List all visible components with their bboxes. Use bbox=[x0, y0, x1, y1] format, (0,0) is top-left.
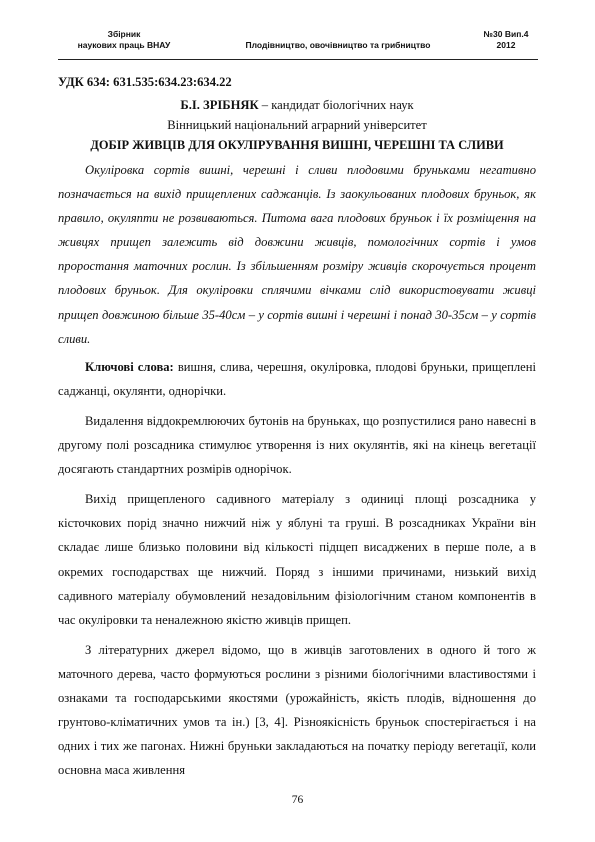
issue-year: 2012 bbox=[496, 40, 516, 50]
author-line bbox=[58, 95, 536, 116]
body-paragraph-1: Видалення віддокремлюючих бутонів на бруньках, що розпустилися рано навесні в другому полі розсадника стимулює утворення із них окулянтів, які на кінець вегетації досягають стандартних розмірів однорічок. bbox=[58, 413, 536, 477]
author-name: Б.І. ЗРІБНЯК bbox=[180, 98, 259, 112]
series-title: Плодівництво, овочівництво та грибництво bbox=[245, 40, 431, 50]
journal-line-2: наукових праць ВНАУ bbox=[77, 40, 171, 50]
journal-name bbox=[64, 29, 184, 51]
udk-code: УДК 634: 631.535:634.23:634.22 bbox=[58, 75, 232, 89]
header-divider bbox=[58, 59, 538, 60]
journal-line-1: Збірник bbox=[107, 29, 141, 39]
issue-info bbox=[474, 29, 538, 51]
author-degree: – кандидат біологічних наук bbox=[258, 98, 414, 112]
body-paragraph-2: Вихід прищепленого садивного матеріалу з одиниці площі розсадника у кісточкових порід значно нижчий ніж у яблуні та груші. В розсадниках України він складає лише близько половини від кількості підщеп висаджених в перше поле, а в окремих господарствах ще нижчий. Поряд з іншими причинами, низький вихід садивного матеріалу обумовлений незадовільним фізіологічним станом компонентів в час окуліровки та неналежною якістю живців прищеп. bbox=[58, 492, 536, 627]
issue-number: №30 Вип.4 bbox=[483, 29, 529, 39]
affiliation: Вінницький національний аграрний університет bbox=[167, 118, 427, 132]
abstract: Окуліровка сортів вишні, черешні і сливи плодовими брунькaми негативно позначається на вихід прищеплених саджанців. Із заокульованих плодових бруньок, як правило, окуляnти не розвиваються. Питома вага плодових бруньок і їх розміщення на живцях прищеп залежить від довжини живців, помологічних сортів і умов проростання маточних рослин. Із збільшенням розміру живців скорочується процент плодових бруньок. Для окуліровки сплячими вічками слід використовувати живці прищеп довжиною більше 35-40см – у сортів вишні і черешні і понад 30-35см – у сортів сливи. bbox=[58, 163, 536, 346]
page-number: 76 bbox=[291, 794, 304, 806]
body-paragraph-3: З літературних джерел відомо, що в живців заготовлених в одного й того ж маточного дерева, часто формуються рослини з різними біологічними властивостями і ознаками та господарськими якостями (урожайність, якість плодів, відношення до грунтово-кліматичних умов та ін.) [3, 4]. Різноякісність бруньок спостерігається і на одних і тих же пагонах. Нижні бруньки закладаються на початку періоду вегетації, коли основна маса живлення bbox=[58, 642, 536, 778]
keywords bbox=[58, 355, 536, 403]
article-title: ДОБІР ЖИВЦІВ ДЛЯ ОКУЛІРУВАННЯ ВИШНІ, ЧЕРЕШНІ ТА СЛИВИ bbox=[90, 138, 504, 152]
keywords-label: Ключові слова: bbox=[85, 359, 174, 374]
running-header bbox=[58, 26, 538, 60]
article-body bbox=[58, 74, 536, 782]
keywords-text: вишня, слива, черешня, окуліровка, плодові бруньки, прищеплені саджанці, окулянти, однорічки. bbox=[58, 359, 536, 398]
